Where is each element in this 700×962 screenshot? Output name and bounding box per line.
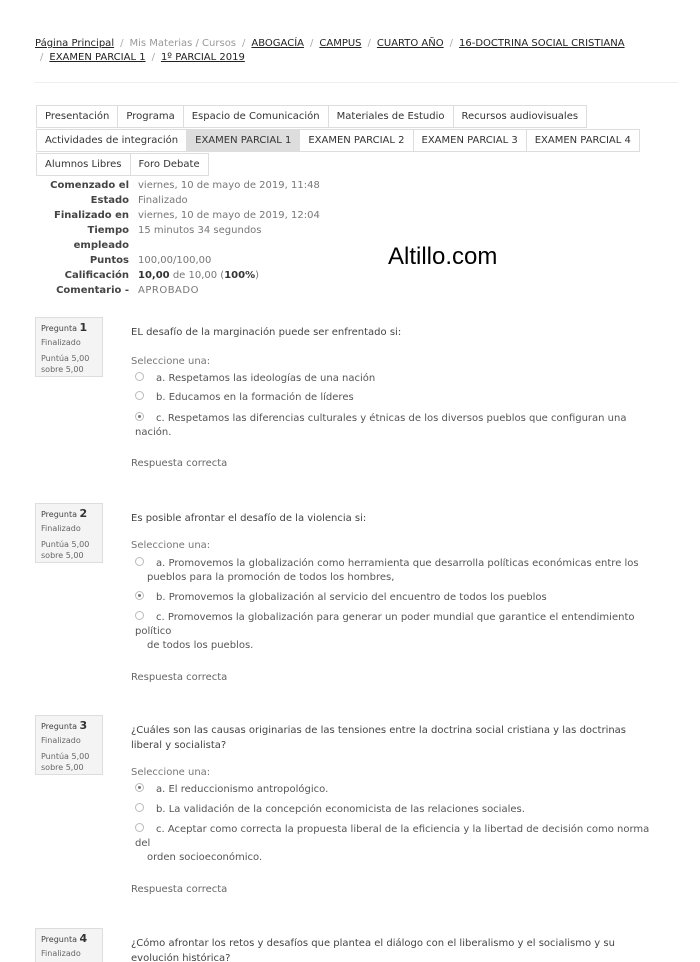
radio-checked-icon[interactable] — [135, 412, 144, 421]
tiempo-label: Tiempo empleado — [73, 225, 129, 251]
tab-examen-parcial-4[interactable]: EXAMEN PARCIAL 4 — [526, 129, 640, 152]
radio-checked-icon[interactable] — [135, 591, 144, 600]
answer-option[interactable]: c. Aceptar como correcta la propuesta liberal de la eficiencia y la libertad de decisión como norma del orden socioeconómico. — [135, 824, 650, 863]
breadcrumb-parcial-link[interactable]: 1º PARCIAL 2019 — [160, 52, 245, 63]
radio-checked-icon[interactable] — [135, 783, 144, 792]
answer-option[interactable]: a. El reduccionismo antropológico. — [135, 783, 655, 797]
attempt-summary — [36, 178, 320, 298]
answer-option[interactable]: a. Promovemos la globalización como herramienta que desarrolla políticas económicas entre los pueblos para la promoción de todos los hombres, — [135, 557, 655, 585]
answer-option[interactable]: b. Educamos en la formación de líderes — [135, 391, 655, 405]
radio-icon[interactable] — [135, 372, 144, 381]
divider — [35, 82, 678, 83]
breadcrumb-mis-materias: Mis Materias / Cursos — [129, 38, 237, 49]
answer-option[interactable]: b. La validación de la concepción economicista de las relaciones sociales. — [135, 803, 655, 817]
tab-recursos-audiovisuales[interactable]: Recursos audiovisuales — [453, 105, 588, 128]
question-info: Pregunta 1 Finalizado Puntúa 5,00 sobre 5,00 — [35, 317, 103, 377]
breadcrumb-cuarto-link[interactable]: CUARTO AÑO — [376, 38, 444, 49]
breadcrumb-campus-link[interactable]: CAMPUS — [319, 38, 362, 49]
breadcrumb-examen-link[interactable]: EXAMEN PARCIAL 1 — [49, 52, 146, 63]
finalizado-value: viernes, 10 de mayo de 2019, 12:04 — [138, 210, 320, 221]
feedback-correct: Respuesta correcta — [131, 672, 228, 683]
feedback-correct: Respuesta correcta — [131, 884, 228, 895]
answer-option[interactable]: c. Respetamos las diferencias culturales y étnicas de los diversos pueblos que configuran una nación. — [135, 413, 627, 438]
breadcrumb-materia-link[interactable]: 16-DOCTRINA SOCIAL CRISTIANA — [459, 38, 625, 49]
tab-examen-parcial-3[interactable]: EXAMEN PARCIAL 3 — [413, 129, 527, 152]
finalizado-label: Finalizado en — [54, 210, 129, 221]
answer-option[interactable]: a. Respetamos las ideologías de una nación — [135, 372, 655, 386]
breadcrumb-home-link[interactable]: Página Principal — [35, 38, 115, 49]
answer-option[interactable]: c. Promovemos la globalización para generar un poder mundial que garantice el entendimiento político de todos los pueblos. — [135, 612, 635, 651]
answer-option[interactable]: b. Promovemos la globalización al servicio del encuentro de todos los pueblos — [135, 591, 655, 605]
comentario-label: Comentario - — [56, 285, 129, 296]
calificacion-value: 10,00 de 10,00 (100%) — [138, 270, 260, 281]
tab-examen-parcial-1[interactable]: EXAMEN PARCIAL 1 — [186, 129, 300, 152]
tiempo-value: 15 minutos 34 segundos — [138, 225, 262, 236]
tab-alumnos-libres[interactable]: Alumnos Libres — [36, 153, 131, 176]
radio-icon[interactable] — [135, 803, 144, 812]
radio-icon[interactable] — [135, 391, 144, 400]
select-one-label: Seleccione una: — [131, 767, 211, 778]
comenzado-value: viernes, 10 de mayo de 2019, 11:48 — [138, 180, 320, 191]
tab-materiales-estudio[interactable]: Materiales de Estudio — [328, 105, 454, 128]
question-info: Pregunta 4 Finalizado — [35, 928, 103, 962]
select-one-label: Seleccione una: — [131, 356, 211, 367]
breadcrumb: Página Principal / Mis Materias / Cursos / ABOGACÍA / CAMPUS / CUARTO AÑO / 16-DOCTRINA SOCIAL CRISTIANA / EXAMEN PARCIAL 1 / 1º PARCIAL 2019 — [35, 38, 625, 63]
question-info: Pregunta 3 Finalizado Puntúa 5,00 sobre 5,00 — [35, 715, 103, 775]
tab-programa[interactable]: Programa — [117, 105, 183, 128]
comentario-value: APROBADO — [138, 285, 199, 296]
course-tabs — [36, 105, 676, 177]
radio-icon[interactable] — [135, 823, 144, 832]
question-text: ¿Cuáles son las causas originarias de las tensiones entre la doctrina social cristiana y las doctrinas liberal y socialista? — [131, 725, 627, 751]
tab-examen-parcial-2[interactable]: EXAMEN PARCIAL 2 — [299, 129, 413, 152]
question-text: ¿Cómo afrontar los retos y desafíos que plantea el diálogo con el liberalismo y el socialismo y su evolución histórica? — [131, 938, 615, 962]
tab-espacio-comunicacion[interactable]: Espacio de Comunicación — [183, 105, 329, 128]
tab-actividades-integracion[interactable]: Actividades de integración — [36, 129, 187, 152]
radio-icon[interactable] — [135, 611, 144, 620]
estado-label: Estado — [90, 195, 129, 206]
breadcrumb-abogacia-link[interactable]: ABOGACÍA — [251, 38, 304, 49]
puntos-label: Puntos — [89, 255, 129, 266]
radio-icon[interactable] — [135, 557, 144, 566]
calificacion-label: Calificación — [64, 270, 129, 281]
select-one-label: Seleccione una: — [131, 540, 211, 551]
feedback-correct: Respuesta correcta — [131, 458, 228, 469]
question-text: EL desafío de la marginación puede ser enfrentado si: — [131, 327, 402, 338]
tab-presentacion[interactable]: Presentación — [36, 105, 118, 128]
question-text: Es posible afrontar el desafío de la violencia si: — [131, 513, 367, 524]
question-info: Pregunta 2 Finalizado Puntúa 5,00 sobre 5,00 — [35, 503, 103, 563]
puntos-value: 100,00/100,00 — [138, 255, 212, 266]
estado-value: Finalizado — [138, 195, 188, 206]
comenzado-label: Comenzado el — [50, 180, 129, 191]
watermark: Altillo.com — [388, 243, 498, 270]
tab-foro-debate[interactable]: Foro Debate — [130, 153, 209, 176]
